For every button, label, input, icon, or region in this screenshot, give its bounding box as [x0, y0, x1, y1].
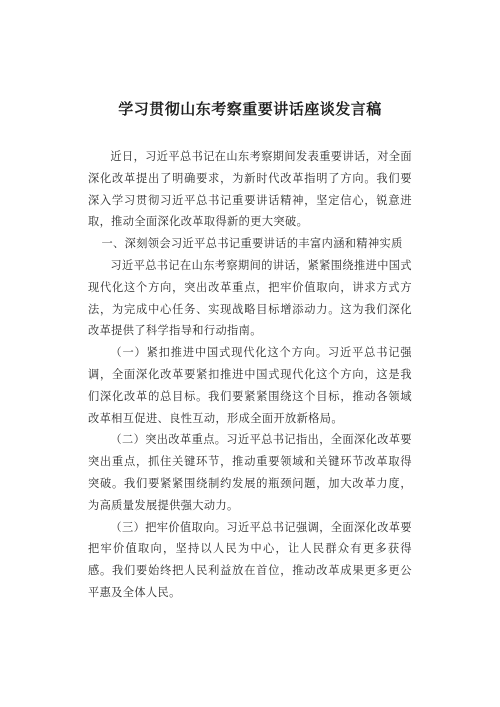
- section-intro-paragraph: 习近平总书记在山东考察期间的讲话，紧紧围绕推进中国式现代化这个方向，突出改革重点，把牢价值取向，讲求方式方法，为完成中心任务、实现战略目标增添动力。这为我们深化改革提供了科学指导和行动指南。: [88, 258, 412, 338]
- document-title: 学习贯彻山东考察重要讲话座谈发言稿: [118, 100, 382, 118]
- document-body: [88, 146, 412, 604]
- section-heading: 一、深刻领会习近平总书记重要讲话的丰富内涵和精神实质: [101, 237, 403, 251]
- point-paragraph-1: （一）紧扣推进中国式现代化这个方向。习近平总书记强调，全面深化改革要紧扣推进中国式现代化这个方向，这是我们深化改革的总目标。我们要紧紧围绕这个目标，推动各领域改革相互促进、良性互动，形成全面开放新格局。: [88, 346, 412, 425]
- point-paragraph-3: （三）把牢价值取向。习近平总书记强调，全面深化改革要把牢价值取向，坚持以人民为中心，让人民群众有更多获得感。我们要始终把人民利益放在首位，推动改革成果更多更公平惠及全体人民。: [88, 520, 412, 599]
- intro-paragraph: 近日，习近平总书记在山东考察期间发表重要讲话，对全面深化改革提出了明确要求，为新时代改革指明了方向。我们要深入学习贯彻习近平总书记重要讲话精神，坚定信心，锐意进取，推动全面深化改革取得新的更大突破。: [88, 150, 412, 229]
- point-paragraph-2: （二）突出改革重点。习近平总书记指出，全面深化改革要突出重点，抓住关键环节，推动重要领域和关键环节改革取得突破。我们要紧紧围绕制约发展的瓶颈问题，加大改革力度，为高质量发展提供强大动力。: [88, 433, 412, 512]
